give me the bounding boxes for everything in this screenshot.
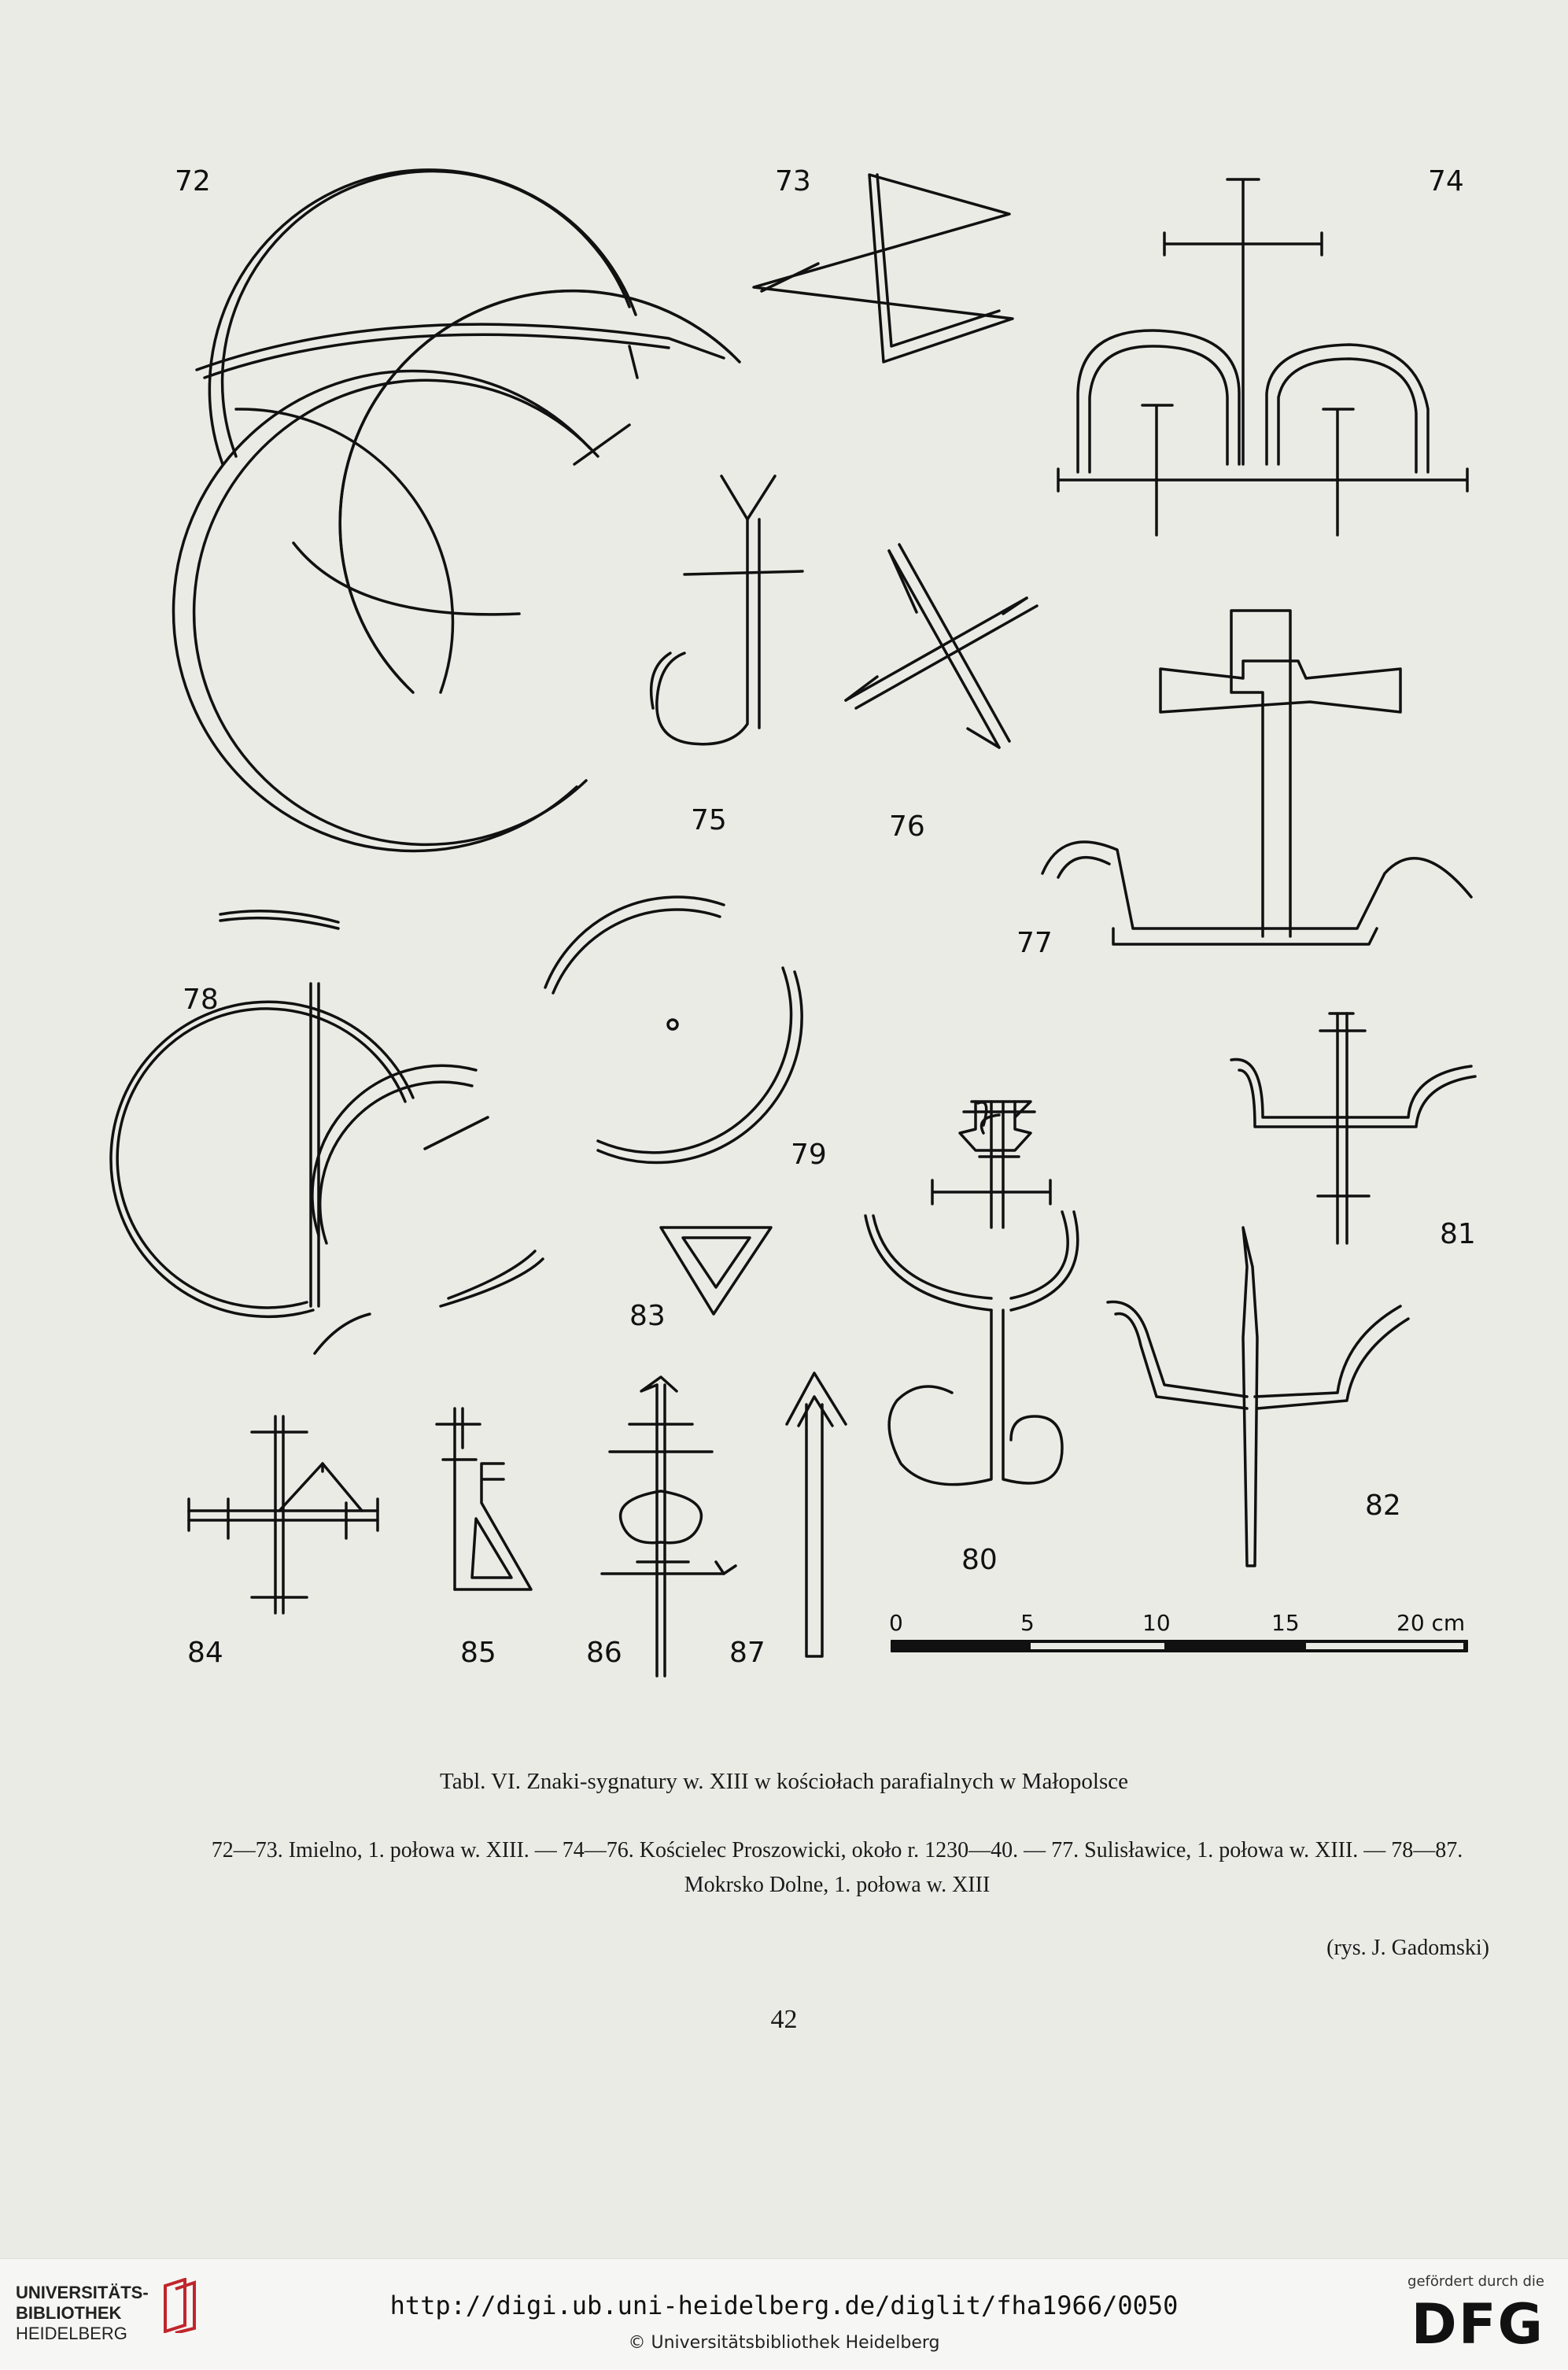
mark-78-arc-top [220, 911, 338, 928]
figure-number-86: 86 [586, 1637, 622, 1669]
library-name-line1: UNIVERSITÄTS- [16, 2283, 149, 2302]
scale-bar [891, 1641, 1467, 1652]
figure-number-73: 73 [775, 165, 811, 198]
mark-81 [1231, 1013, 1475, 1243]
figure-number-80: 80 [961, 1544, 998, 1576]
mark-74 [1058, 179, 1467, 535]
mark-78 [111, 984, 543, 1353]
scale-label-10: 10 [1142, 1610, 1171, 1636]
figure-number-75: 75 [691, 804, 727, 836]
figure-number-72: 72 [175, 165, 211, 198]
copyright-notice: © Universitätsbibliothek Heidelberg [628, 2333, 940, 2353]
mark-75 [651, 476, 802, 744]
funding-note: gefördert durch die [1408, 2273, 1544, 2290]
page-number: 42 [770, 2005, 798, 2034]
figure-number-76: 76 [889, 810, 925, 843]
mark-80 [865, 1102, 1078, 1485]
mark-79 [545, 897, 802, 1163]
mark-77 [1042, 611, 1471, 944]
mark-76 [846, 545, 1037, 748]
permalink-url[interactable]: http://digi.ub.uni-heidelberg.de/diglit/fha1966/0050 [389, 2291, 1179, 2320]
figure-number-84: 84 [187, 1637, 223, 1669]
figure-number-74: 74 [1428, 165, 1464, 198]
mark-82 [1108, 1227, 1408, 1566]
library-name-line2: BIBLIOTHEK [16, 2303, 122, 2323]
figure-number-81: 81 [1440, 1218, 1476, 1250]
library-name-line3: HEIDELBERG [16, 2324, 127, 2343]
scale-label-15: 15 [1271, 1610, 1300, 1636]
mark-83 [661, 1227, 771, 1314]
plate-caption: 72—73. Imielno, 1. połowa w. XIII. — 74—76. Kościelec Proszowicki, około r. 1230—40. — 77. Sulisławice, 1. połowa w. XIII. — 78—87. Mokrsko Dolne, 1. połowa w. XIII [211, 1838, 1463, 1897]
figure-number-87: 87 [729, 1637, 766, 1669]
drawing-credit: (rys. J. Gadomski) [1326, 1936, 1489, 1960]
mark-73 [754, 175, 1013, 362]
digitization-footer [0, 2258, 1568, 2370]
mark-85 [437, 1408, 531, 1589]
dfg-logo: DFG [1411, 2292, 1544, 2357]
mark-72 [174, 170, 740, 851]
mark-87 [787, 1373, 846, 1656]
figure-number-83: 83 [629, 1300, 666, 1332]
figure-number-77: 77 [1016, 927, 1053, 959]
figure-number-79: 79 [791, 1139, 827, 1171]
scale-label-20-cm: 20 cm [1396, 1610, 1466, 1636]
mark-86 [602, 1377, 736, 1676]
plate-title: Tabl. VI. Znaki-sygnatury w. XIII w kościołach parafialnych w Małopolsce [440, 1769, 1128, 1794]
scale-bar-segment-light [1306, 1643, 1463, 1649]
figure-number-82: 82 [1365, 1490, 1401, 1522]
scale-bar-segment-light [1031, 1643, 1164, 1649]
figure-number-85: 85 [460, 1637, 496, 1669]
scale-label-0: 0 [889, 1610, 903, 1636]
scale-label-5: 5 [1020, 1610, 1035, 1636]
mark-84 [189, 1416, 378, 1613]
figure-number-78: 78 [183, 984, 219, 1016]
